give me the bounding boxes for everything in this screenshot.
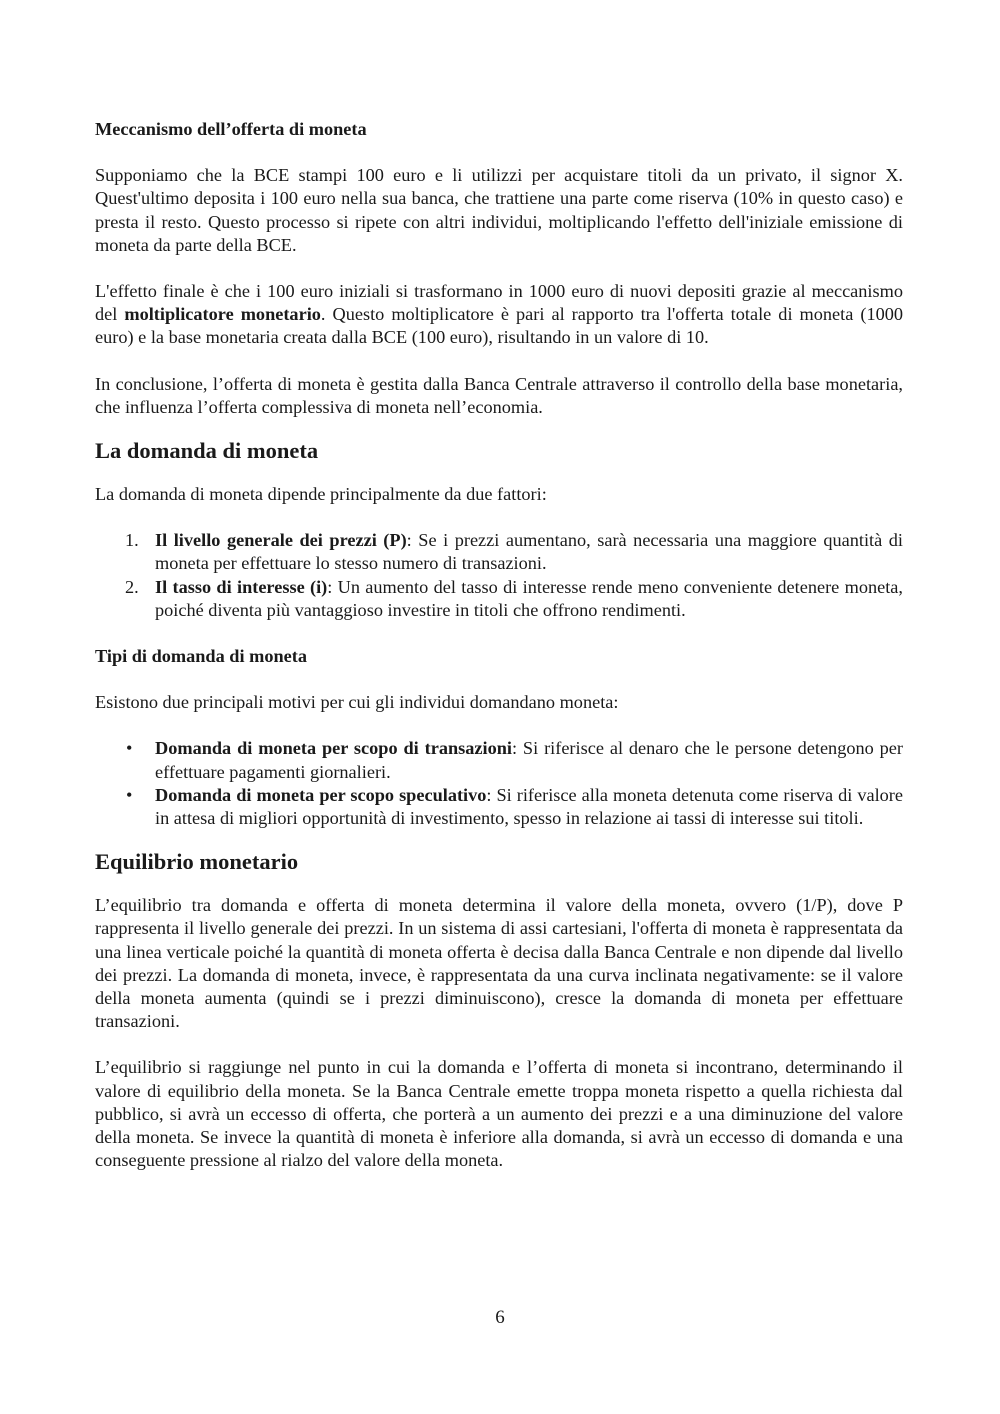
- numbered-list-fattori: [95, 529, 903, 622]
- bold-term: Domanda di moneta per scopo speculativo: [155, 784, 487, 805]
- list-item: [95, 737, 903, 783]
- list-item: [95, 576, 903, 622]
- text-run: L'effetto finale è che i 100 euro iniziali si trasformano in 1000 euro di nuovi depositi grazie al meccanismo del: [95, 281, 903, 325]
- bold-term: Il tasso di interesse (i): [155, 576, 328, 597]
- paragraph-equilibrio-2: L’equilibrio si raggiunge nel punto in cui la domanda e l’offerta di moneta si incontrano, determinando il valore di equilibrio della moneta. Se la Banca Centrale emette troppa moneta rispetto a quella richiesta dal pubblico, si avrà un eccesso di offerta, che porterà a un aumento dei prezzi e a una diminuzione del valore della moneta. Se invece la quantità di moneta è inferiore alla domanda, si avrà un eccesso di domanda e una conseguente pressione al rialzo del valore della moneta.: [95, 1057, 903, 1171]
- paragraph-tipi-intro: Esistono due principali motivi per cui gli individui domandano moneta:: [95, 692, 619, 713]
- document-page: [95, 118, 903, 1173]
- section-heading-offerta: Meccanismo dell’offerta di moneta: [95, 119, 367, 139]
- paragraph-offerta-3: In conclusione, l’offerta di moneta è gestita dalla Banca Centrale attraverso il controllo della base monetaria, che influenza l’offerta complessiva di moneta nell’economia.: [95, 373, 903, 417]
- section-heading-domanda: La domanda di moneta: [95, 438, 319, 464]
- section-heading-equilibrio: Equilibrio monetario: [95, 849, 299, 875]
- bold-term-moltiplicatore: moltiplicatore monetario: [124, 304, 321, 325]
- bullet-list-motivi: [95, 737, 903, 830]
- list-number: 2.: [125, 576, 139, 597]
- section-heading-tipi: Tipi di domanda di moneta: [95, 646, 307, 667]
- list-item: [95, 529, 903, 575]
- paragraph-offerta-1: Supponiamo che la BCE stampi 100 euro e li utilizzi per acquistare titoli da un privato, il signor X. Quest'ultimo deposita i 100 euro nella sua banca, che trattiene una parte come riserva (10% in questo caso) e presta il resto. Questo processo si ripete con altri individui, moltiplicando l'effetto dell'iniziale emissione di moneta da parte della BCE.: [95, 165, 903, 255]
- list-item-text: : Se i prezzi aumentano, sarà necessaria una maggiore quantità di moneta per effettuare lo stesso numero di transazioni.: [155, 530, 903, 574]
- list-number: 1.: [125, 530, 139, 551]
- list-item-text: : Un aumento del tasso di interesse rende meno conveniente detenere moneta, poiché diventa più vantaggioso investire in titoli che offrono rendimenti.: [155, 576, 903, 620]
- bold-term: Domanda di moneta per scopo di transazioni: [155, 738, 512, 759]
- list-item-text: : Si riferisce al denaro che le persone detengono per effettuare pagamenti giornalieri.: [155, 738, 903, 782]
- paragraph-offerta-2: [95, 280, 903, 350]
- paragraph-equilibrio-1: L’equilibrio tra domanda e offerta di moneta determina il valore della moneta, ovvero (1/P), dove P rappresenta il livello generale dei prezzi. In un sistema di assi cartesiani, l'offerta di moneta è rappresentata da una linea verticale poiché la quantità di moneta offerta è decisa dalla Banca Centrale e non dipende dal livello dei prezzi. La domanda di moneta, invece, è rappresentata da una curva inclinata negativamente: se il valore della moneta aumenta (quindi se i prezzi diminuiscono), cresce la domanda di moneta per effettuare transazioni.: [95, 895, 903, 1032]
- bullet-icon: •: [126, 784, 133, 805]
- bold-term: Il livello generale dei prezzi (P): [155, 530, 407, 551]
- list-item: [95, 784, 903, 830]
- page-number: 6: [495, 1307, 505, 1328]
- list-item-text: : Si riferisce alla moneta detenuta come riserva di valore in attesa di migliori opportunità di investimento, spesso in relazione ai tassi di interesse sui titoli.: [155, 784, 903, 829]
- paragraph-domanda-intro: La domanda di moneta dipende principalmente da due fattori:: [95, 484, 547, 505]
- bullet-icon: •: [126, 738, 133, 759]
- text-run: . Questo moltiplicatore è pari al rapporto tra l'offerta totale di moneta (1000 euro) e la base monetaria creata dalla BCE (100 euro), risultando in un valore di 10.: [95, 304, 904, 348]
